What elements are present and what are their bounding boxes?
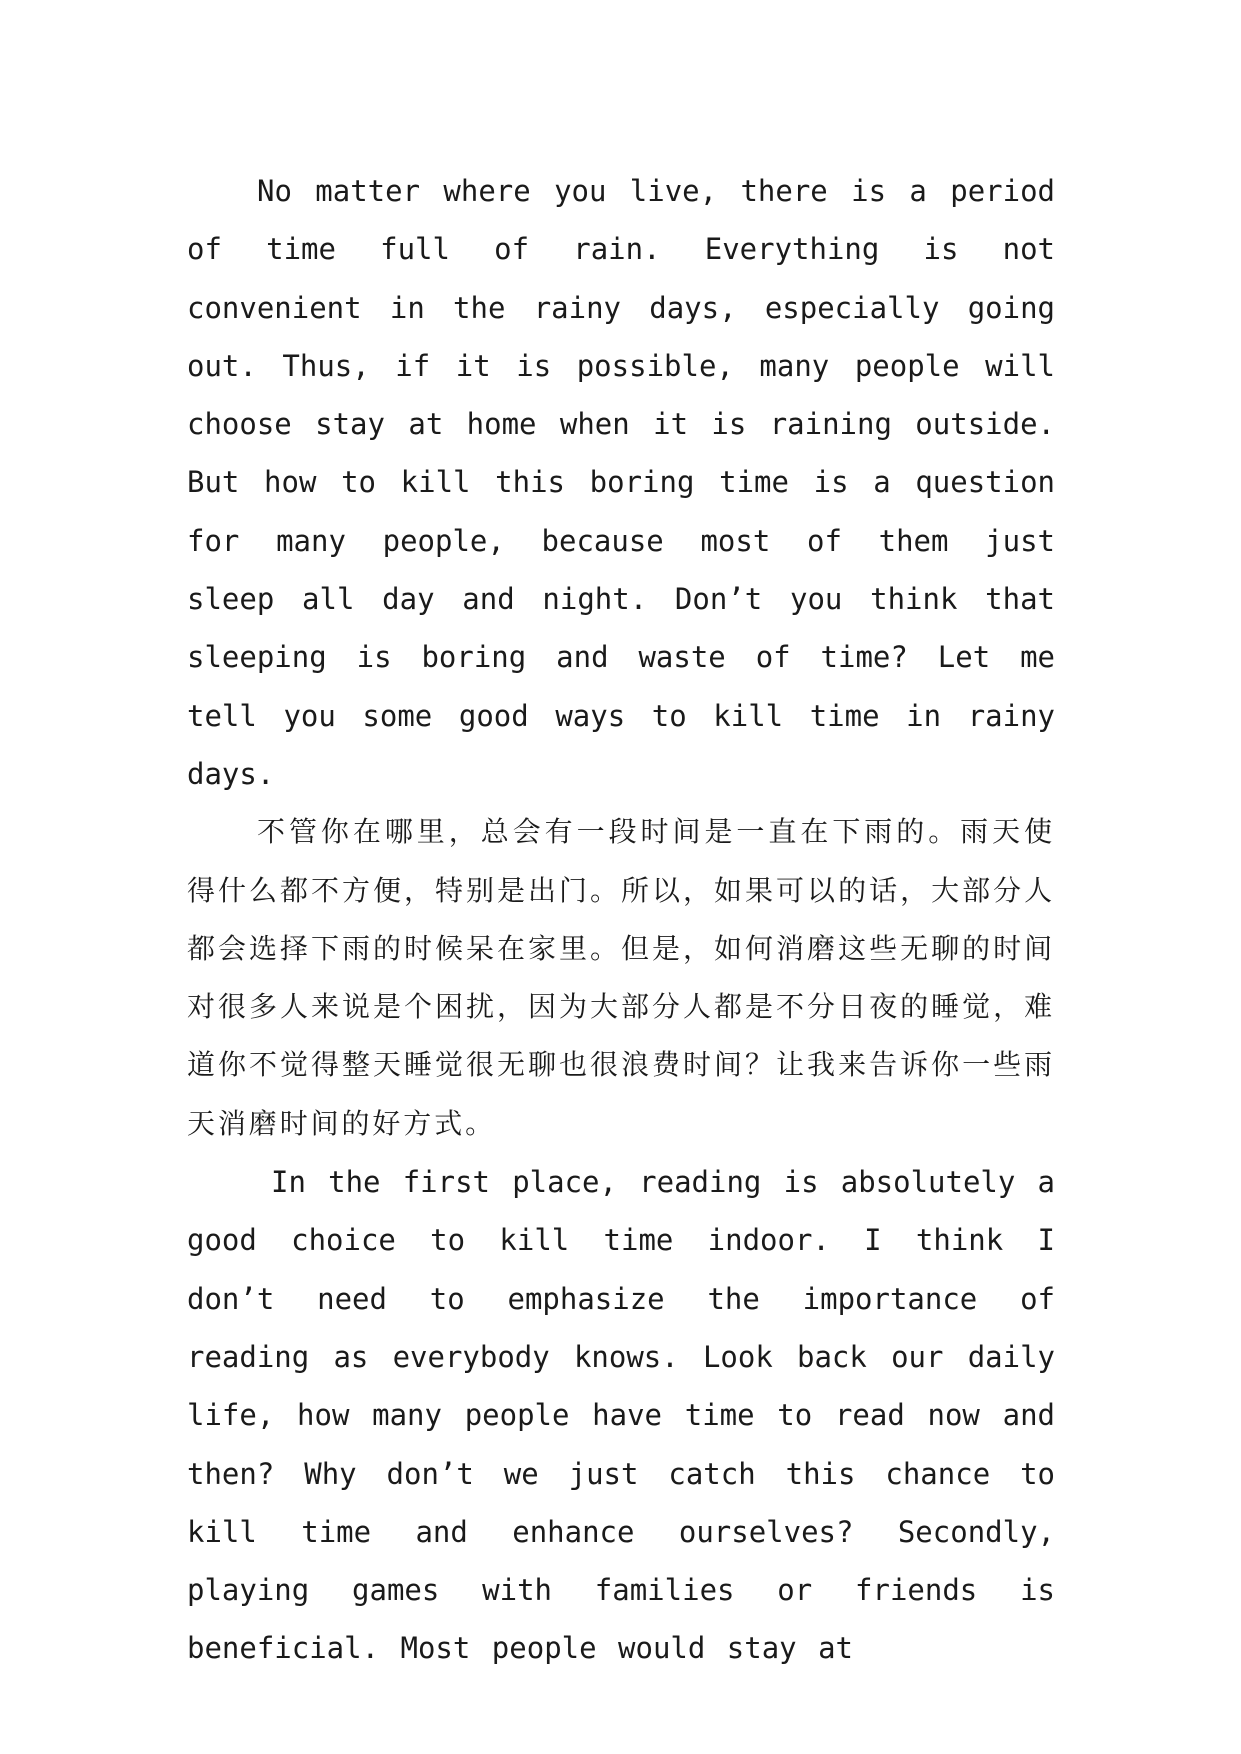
paragraph-chinese-translation: 不管你在哪里，总会有一段时间是一直在下雨的。雨天使得什么都不方便，特别是出门。所以，如果可以的话，大部分人都会选择下雨的时候呆在家里。但是，如何消磨这些无聊的时间对很多人来说是个困扰，因为大部分人都是不分日夜的睡觉，难道你不觉得整天睡觉很无聊也很浪费时间？让我来告诉你一些雨天消磨时间的好方式。 xyxy=(187,815,1055,1140)
paragraph-english-body: In the first place, reading is absolutely a good choice to kill time indoor. I think I don’t need to emphasize the importance of reading as everybody knows. Look back our daily life, how many people have time to read now and then? Why don’t we just catch this chance to kill time and enhance ourselves? Secondly, playing games with families or friends is beneficial. Most people would stay at xyxy=(187,1165,1055,1666)
paragraph-english-intro: No matter where you live, there is a period of time full of rain. Everything is not convenient in the rainy days, especially going out. Thus, if it is possible, many people will choose stay at home when it is raining outside. But how to kill this boring time is a question for many people, because most of them just sleep all day and night. Don’t you think that sleeping is boring and waste of time? Let me tell you some good ways to kill time in rainy days. xyxy=(187,174,1055,791)
document-body xyxy=(187,162,1055,1678)
